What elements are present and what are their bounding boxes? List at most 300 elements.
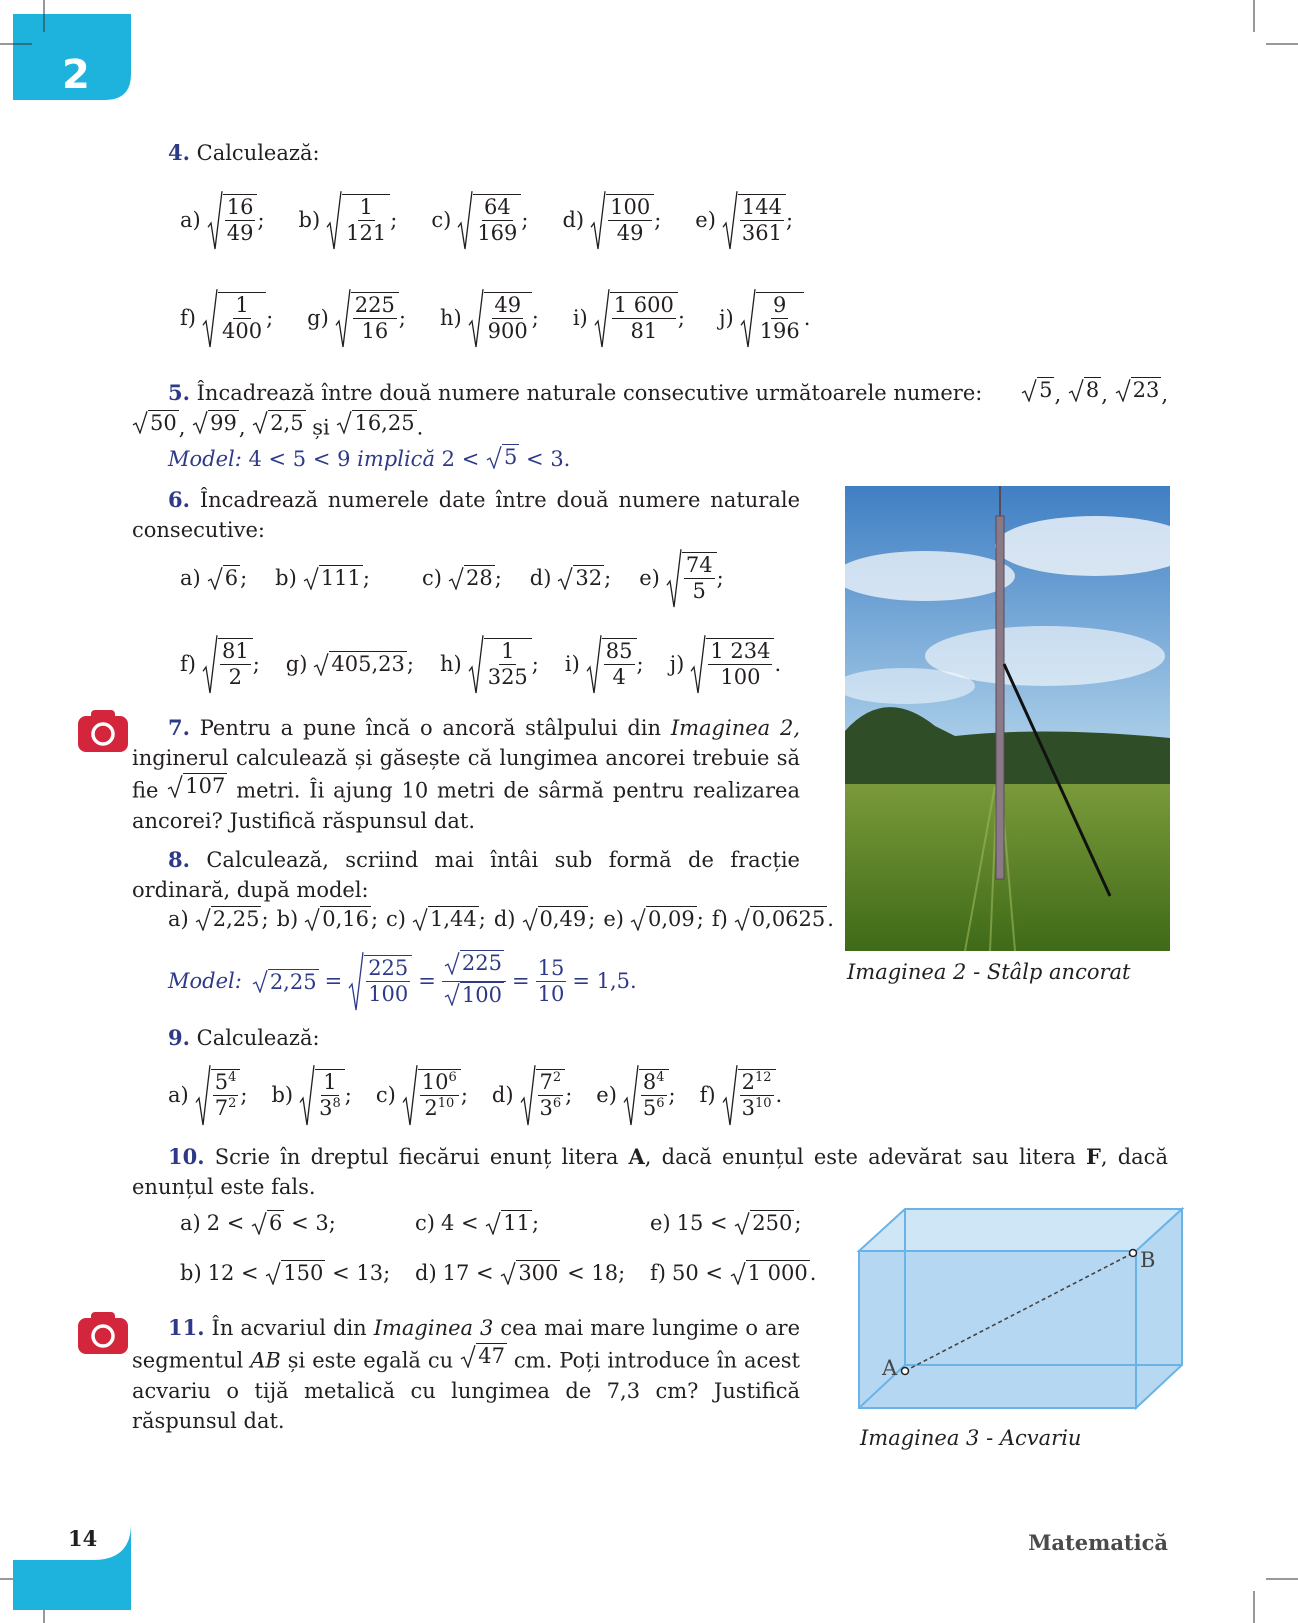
ex8-model — [168, 950, 637, 1013]
radical-sign — [195, 907, 211, 931]
inequality-right: < 13; — [325, 1260, 391, 1285]
fraction — [420, 1070, 459, 1121]
radicand — [738, 1069, 776, 1121]
item-label: b) — [298, 208, 321, 232]
radical — [730, 1260, 810, 1285]
power: $3^{10}$ — [741, 1096, 772, 1120]
item-suffix: ; — [370, 906, 379, 931]
radical — [590, 190, 654, 250]
item-suffix: ; — [406, 651, 414, 676]
inequality-right: < 18; — [560, 1260, 626, 1285]
ex10-text — [132, 1142, 1168, 1202]
ex10-number: 10. — [168, 1144, 205, 1169]
ex5-numbers-row1 — [1021, 377, 1168, 410]
inequality-right: < 3; — [284, 1210, 336, 1235]
radicand: 5 — [1039, 378, 1053, 402]
radical-sign — [500, 1261, 516, 1285]
item-suffix: ; — [531, 306, 539, 330]
power: $5^4$ — [214, 1069, 237, 1094]
ex7-ref: Imaginea 2, — [670, 716, 801, 740]
item-suffix: ; — [240, 1083, 248, 1107]
item-label: f) — [650, 1260, 666, 1285]
denominator: 81 — [630, 319, 658, 343]
exercise-item — [596, 1064, 675, 1126]
item-label: i) — [564, 652, 580, 676]
ex5-model-implies: implică — [357, 446, 435, 471]
exercise-item — [639, 548, 723, 608]
exercise-item — [376, 1064, 468, 1126]
item-suffix: ; — [636, 652, 644, 676]
inequality-left: 2 < — [206, 1210, 252, 1235]
inequality-left: 50 < — [671, 1260, 730, 1285]
denominator — [641, 1096, 667, 1121]
radical-sign — [192, 410, 208, 434]
item-label: f) — [699, 1083, 716, 1107]
radical — [444, 950, 504, 975]
radical — [623, 1064, 669, 1126]
img3-caption: Imaginea 3 - Acvariu — [860, 1426, 1082, 1450]
exponent: 12 — [754, 1069, 772, 1085]
numerator — [420, 1070, 459, 1096]
item-suffix: ; — [696, 906, 704, 931]
numerator: 74 — [684, 553, 715, 579]
radical — [444, 982, 504, 1007]
item-suffix: ; — [565, 1083, 573, 1107]
ex10-item-b — [180, 1260, 390, 1285]
fraction — [213, 1070, 239, 1121]
exercise-item — [431, 190, 528, 250]
camera-icon — [78, 1312, 128, 1354]
power: $8^4$ — [642, 1069, 665, 1094]
denominator: 900 — [487, 319, 528, 343]
fraction — [538, 1070, 564, 1121]
ex10-letter-a: A — [628, 1144, 645, 1169]
radicand: 1 000 — [747, 1261, 808, 1285]
radical — [734, 1210, 794, 1235]
ex9-number: 9. — [168, 1025, 190, 1050]
item-label: f) — [180, 306, 196, 330]
item-suffix: ; — [257, 208, 265, 232]
exercise-item — [422, 565, 502, 590]
radicand — [342, 194, 390, 246]
ex7-text — [132, 713, 800, 836]
radical — [522, 906, 589, 931]
ex10-text-1: Scrie în dreptul fiecărui enunț litera — [214, 1145, 619, 1169]
item-label: i) — [572, 306, 588, 330]
radicand — [706, 638, 774, 690]
radicand: 0,0625 — [751, 907, 826, 931]
pole-photo — [845, 486, 1170, 951]
camera-icon — [78, 710, 128, 752]
ex7-text-1: Pentru a pune încă o ancoră stâlpului din — [199, 716, 662, 740]
radicand — [682, 552, 717, 604]
radical — [500, 1260, 560, 1285]
denominator: 49 — [226, 221, 254, 245]
ex6-row1 — [180, 548, 752, 608]
item-label: b) — [271, 1083, 294, 1107]
footer-subject: Matematică — [1028, 1530, 1168, 1555]
separator: , — [1054, 382, 1068, 407]
exercise-item — [180, 190, 265, 250]
radical-sign — [252, 969, 268, 993]
inequality-left: 12 < — [207, 1260, 266, 1285]
denominator: 100 — [368, 982, 409, 1007]
ex4-title: Calculează: — [196, 141, 320, 165]
exponent: 10 — [754, 1096, 772, 1111]
conjunction: și — [312, 415, 337, 440]
ex7-radical — [167, 773, 227, 798]
radical-sign — [690, 634, 706, 694]
denominator: 400 — [221, 319, 263, 343]
numerator: 9 — [771, 293, 788, 319]
radical — [594, 288, 678, 348]
exercise-item — [168, 906, 269, 931]
item-label: c) — [421, 565, 442, 590]
radicand: 100 — [461, 982, 502, 1007]
radicand: 11 — [503, 1211, 531, 1235]
exponent: 2 — [228, 1096, 237, 1111]
ex11-radical — [460, 1343, 507, 1368]
inequality-right: . — [809, 1260, 817, 1285]
fraction — [344, 195, 388, 246]
radical — [722, 1064, 776, 1126]
ex5-model — [168, 444, 570, 474]
radicand: 107 — [185, 774, 226, 798]
denominator — [422, 1096, 456, 1121]
ex6-text — [132, 485, 800, 545]
radical — [722, 190, 786, 250]
radicand: 6 — [224, 566, 239, 591]
radical — [132, 410, 179, 435]
item-label: f) — [180, 652, 196, 676]
numerator: 49 — [492, 293, 523, 319]
ex5-model-ineq: 4 < 5 < 9 — [248, 446, 351, 471]
item-suffix: ; — [786, 208, 794, 232]
radical — [195, 1064, 241, 1126]
exercise-item — [168, 1064, 247, 1126]
radical — [303, 565, 363, 590]
radical — [690, 634, 774, 694]
numerator — [740, 1070, 774, 1096]
radicand — [418, 1069, 461, 1121]
item-suffix: . — [827, 906, 834, 931]
denominator — [538, 1096, 564, 1121]
radical-sign — [740, 288, 756, 348]
numerator: 16 — [225, 195, 256, 221]
item-suffix: ; — [668, 1083, 676, 1107]
item-label: h) — [439, 306, 462, 330]
ex11-text-2: cea mai mare lungime o are segmentul — [132, 1316, 800, 1373]
ex7-text-3: metri. Îi ajung 10 metri de sârmă pentru realizarea ancorei? Justifică răspunsul dat. — [132, 778, 800, 833]
radicand — [211, 1069, 241, 1121]
radicand: 0,09 — [647, 907, 695, 931]
exponent: 4 — [228, 1069, 237, 1085]
power: $10^6$ — [421, 1069, 457, 1094]
item-suffix: ; — [460, 1083, 468, 1107]
item-label: b) — [276, 906, 299, 931]
radical-sign — [444, 951, 460, 975]
point-a-label: A — [882, 1356, 898, 1380]
item-label: c) — [415, 1210, 435, 1235]
item-suffix: ; — [390, 208, 398, 232]
ex11-ref: Imaginea 3 — [373, 1316, 494, 1340]
radical-sign — [486, 445, 502, 469]
ex5-model-left: 2 < — [441, 446, 480, 471]
radical — [251, 1210, 284, 1235]
radicand: 2,25 — [269, 969, 317, 994]
item-label: g) — [307, 306, 329, 330]
item-label: d) — [491, 1083, 514, 1107]
radical — [207, 565, 240, 590]
radicand: 5 — [503, 445, 518, 469]
fraction — [353, 293, 397, 344]
radical — [468, 288, 532, 348]
radical — [207, 190, 258, 250]
item-label: d) — [493, 906, 516, 931]
fraction — [708, 639, 772, 690]
item-label: d) — [562, 208, 585, 232]
exercise-item — [695, 190, 793, 250]
fraction — [486, 293, 530, 344]
radicand: 300 — [518, 1261, 559, 1285]
radical — [336, 410, 416, 435]
exercise-item — [275, 565, 370, 590]
radicand: 6 — [269, 1211, 283, 1235]
radical-sign — [304, 907, 320, 931]
radical-sign — [623, 1064, 639, 1126]
item-label: c) — [375, 1083, 396, 1107]
equals: = — [511, 969, 530, 994]
numerator — [538, 1070, 564, 1096]
radical — [195, 906, 262, 931]
item-suffix: ; — [521, 208, 529, 232]
ex10-text-2: , dacă enunțul este adevărat sau litera — [644, 1145, 1076, 1169]
ex10-item-e — [650, 1210, 801, 1235]
radical-sign — [722, 190, 738, 250]
radical-sign — [251, 1211, 267, 1235]
ex11-text-4: cm. Poți introduce în acest acvariu o tijă metalică cu lungimea de 7,3 cm? Justifică răspunsul dat. — [132, 1348, 800, 1433]
item-suffix: ; — [240, 565, 248, 590]
exercise-item — [492, 1064, 572, 1126]
numerator: 1 234 — [708, 639, 772, 665]
exercise-item — [440, 288, 539, 348]
ex9-heading — [168, 1025, 320, 1050]
radicand — [606, 194, 654, 246]
denominator — [442, 982, 506, 1013]
ex8-items — [168, 906, 842, 931]
ex10-item-a — [180, 1210, 336, 1235]
ex5-model-radical — [486, 444, 519, 474]
ex7-text-2: inginerul calculează și găsește că lungimea ancorei trebuie să fie — [132, 746, 800, 803]
exercise-item — [180, 288, 273, 348]
radical-sign — [457, 190, 473, 250]
fraction — [220, 293, 264, 344]
radical-sign — [207, 190, 223, 250]
item-suffix: . — [774, 652, 782, 676]
exponent: 6 — [448, 1069, 457, 1085]
period: . — [416, 415, 424, 440]
exercise-item — [670, 634, 782, 694]
radical — [485, 1210, 532, 1235]
radicand — [223, 194, 258, 246]
exercise-item — [307, 288, 406, 348]
radical-sign — [586, 634, 602, 694]
radical-sign — [252, 410, 268, 434]
power: $2^{12}$ — [741, 1069, 772, 1094]
exercise-item — [299, 190, 398, 250]
item-suffix: ; — [398, 306, 406, 330]
exercise-item — [386, 906, 486, 931]
ex9-row — [168, 1064, 806, 1126]
exercise-item — [180, 634, 260, 694]
radical-sign — [202, 288, 218, 348]
radicand: 8 — [1085, 378, 1100, 402]
radicand — [602, 638, 637, 690]
item-suffix: ; — [716, 566, 724, 590]
ex5-text — [132, 377, 1168, 442]
fraction — [486, 639, 530, 690]
ex10-item-c — [415, 1210, 539, 1235]
radical-sign — [402, 1064, 418, 1126]
exponent: 2 — [552, 1069, 562, 1085]
ex11-number: 11. — [168, 1315, 205, 1340]
radical-sign — [485, 1211, 501, 1235]
numerator: 144 — [740, 195, 784, 221]
ex4-row2 — [180, 288, 844, 348]
separator: , — [1101, 382, 1115, 407]
radicand — [610, 292, 678, 344]
ex6-number: 6. — [168, 487, 190, 512]
exponent: 10 — [437, 1096, 455, 1111]
exercise-item — [712, 906, 834, 931]
inequality-right: ; — [794, 1210, 802, 1235]
radical — [557, 565, 604, 590]
radical-sign — [265, 1261, 281, 1285]
radical — [202, 634, 253, 694]
radical — [520, 1064, 566, 1126]
ex6-statement: Încadrează numerele date între două numere naturale consecutive: — [132, 488, 800, 542]
numerator: 85 — [604, 639, 635, 665]
radicand: 1,44 — [430, 907, 477, 931]
radical-sign — [460, 1344, 476, 1368]
radicand: 32 — [575, 566, 603, 591]
radical — [348, 951, 412, 1011]
item-suffix: ; — [494, 565, 502, 590]
denominator: 196 — [759, 319, 800, 343]
item-suffix: ; — [362, 565, 370, 590]
ex4-row1 — [180, 190, 827, 250]
radical-sign — [207, 566, 223, 590]
radical — [313, 651, 406, 676]
page-number: 14 — [68, 1526, 98, 1551]
ex5-numbers-row2 — [132, 410, 1168, 443]
radicand — [738, 194, 786, 246]
radical-sign — [1115, 378, 1131, 402]
radical — [1068, 377, 1101, 402]
radical-sign — [412, 907, 428, 931]
ex8-number: 8. — [168, 847, 190, 872]
radical — [167, 773, 227, 798]
radical-sign — [299, 1064, 315, 1126]
radicand: 225 — [461, 951, 502, 975]
radical-sign — [448, 566, 464, 590]
ex11-text-1: În acvariul din — [211, 1316, 367, 1340]
radicand: 47 — [478, 1344, 505, 1368]
denominator: 169 — [477, 221, 518, 245]
denominator: 325 — [487, 665, 528, 689]
exercise-item — [700, 1064, 783, 1126]
power: $7^2$ — [214, 1096, 237, 1120]
item-label: a) — [168, 1083, 189, 1107]
radical — [630, 906, 697, 931]
radicand — [218, 292, 266, 344]
radicand — [315, 1069, 345, 1121]
denominator: 100 — [720, 665, 761, 689]
power: $7^2$ — [539, 1069, 562, 1094]
numerator: 100 — [608, 195, 652, 221]
item-label: e) — [596, 1083, 617, 1107]
inequality-left: 4 < — [440, 1210, 486, 1235]
radical-sign — [522, 907, 538, 931]
radical — [304, 906, 371, 931]
fraction — [442, 950, 506, 1013]
denominator: 49 — [616, 221, 644, 245]
ex6-row2 — [180, 634, 807, 694]
radicand: 405,23 — [331, 652, 405, 677]
radical-sign — [313, 652, 329, 676]
radical — [740, 288, 804, 348]
item-suffix: ; — [531, 652, 539, 676]
exercise-item — [494, 906, 595, 931]
radical — [202, 288, 266, 348]
ex8-text — [132, 845, 800, 905]
radical-sign — [468, 288, 484, 348]
radical-sign — [730, 1261, 746, 1285]
denominator: 10 — [537, 981, 565, 1006]
numerator: 1 — [358, 195, 375, 221]
radicand: 2,25 — [212, 907, 260, 931]
radical-sign — [734, 1211, 750, 1235]
separator: , — [238, 415, 253, 440]
exercise-item — [180, 565, 247, 590]
exercise-item — [565, 634, 644, 694]
radicand: 2,5 — [270, 410, 304, 435]
ex10-text-3: , dacă enunțul este fals. — [132, 1145, 1168, 1199]
item-label: b) — [180, 1260, 202, 1285]
item-label: f) — [711, 906, 728, 931]
item-label: e) — [639, 566, 660, 590]
radical-sign — [335, 288, 351, 348]
numerator: 225 — [366, 956, 410, 982]
fraction — [608, 195, 652, 246]
item-suffix: . — [775, 1083, 783, 1107]
radicand: 23 — [1132, 378, 1160, 402]
power: $3^6$ — [539, 1096, 562, 1120]
radical — [734, 906, 827, 931]
radicand: 150 — [283, 1261, 324, 1285]
exponent: 6 — [552, 1096, 562, 1111]
ex5-number: 5. — [168, 380, 190, 406]
fraction — [684, 553, 715, 604]
img2-caption: Imaginea 2 - Stâlp ancorat — [847, 960, 1131, 984]
radical-sign — [1021, 378, 1037, 402]
equals: = — [418, 969, 436, 994]
exercise-item — [719, 288, 811, 348]
radical — [460, 1343, 507, 1368]
numerator: 81 — [220, 639, 251, 665]
numerator — [213, 1070, 239, 1096]
radical — [252, 969, 319, 994]
